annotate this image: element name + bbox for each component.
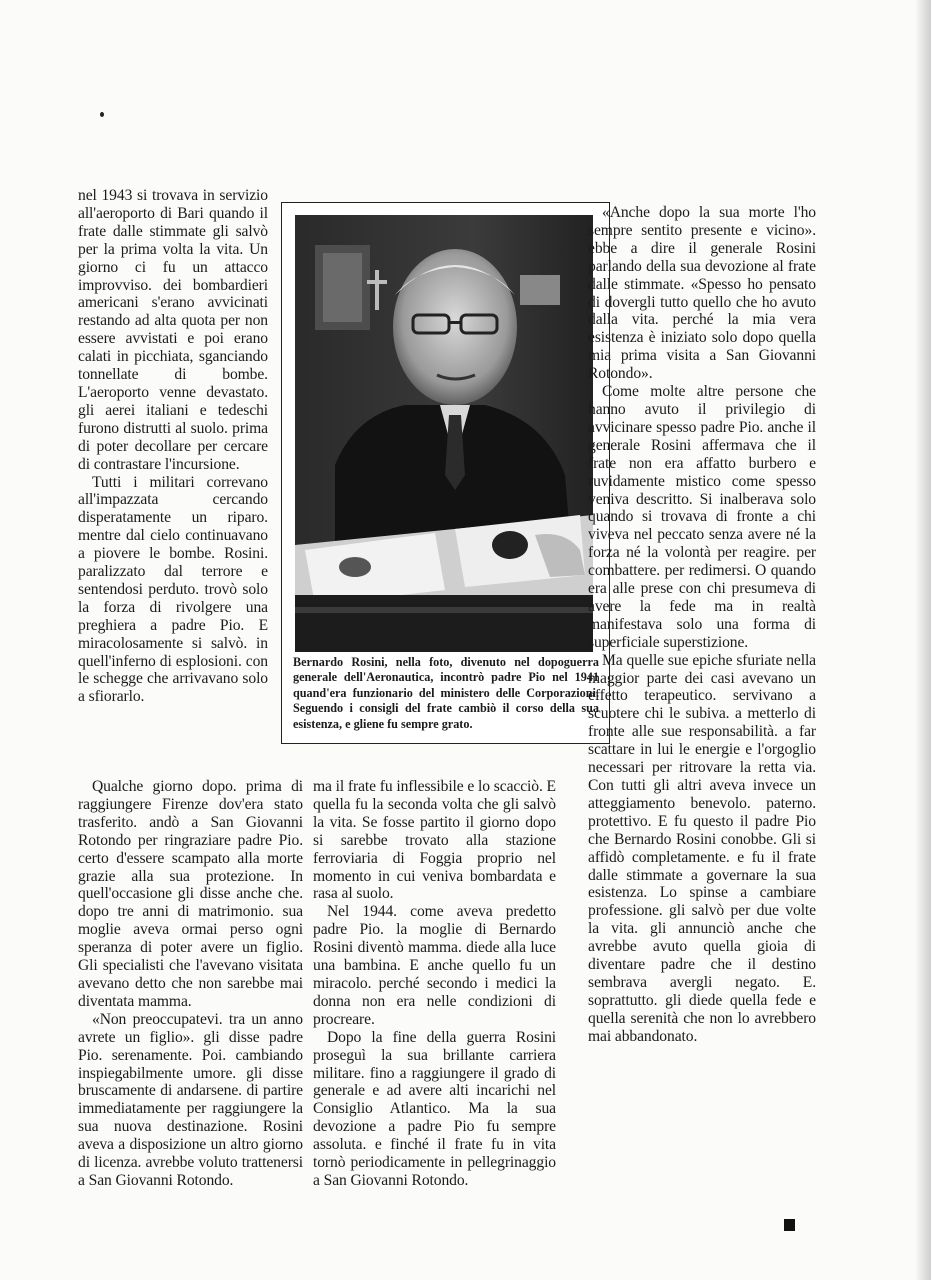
article-column-1-top [78, 187, 268, 706]
scan-edge-shadow [915, 0, 931, 1280]
article-column-1-bottom [78, 778, 303, 1190]
paragraph: Tutti i militari correvano all'impazzata cercando disperatamente un riparo. mentre dal cielo continuavano a piovere le bombe. Rosini. paralizzato dal terrore e sentendosi perduto. trovò solo la forza di rivolgere una preghiera a padre Pio. E miracolosamente si salvò. in quell'inferno di esplosioni. con le schegge che arrivavano solo a sfiorarlo. [78, 473, 268, 706]
article-column-2 [313, 778, 556, 1190]
paragraph: «Non preoccupatevi. tra un anno avrete un figlio». gli disse padre Pio. serenamente. Poi. cambiando inspiegabilmente umore. gli disse bruscamente di andarsene. di partire immediatamente per raggiungere la sua nuova destinazione. Rosini aveva a disposizione un altro giorno di licenza. avrebbe voluto trattenersi a San Giovanni Rotondo. [78, 1010, 303, 1189]
paragraph: Come molte altre persone che hanno avuto il privilegio di avvicinare spesso padre Pio. anche il generale Rosini affermava che il frate non era affatto burbero e ruvidamente mistico come spesso veniva descritto. Si inalberava solo quando si trovava di fronte a chi viveva nel peccato senza avere né la forza né la volontà per reagire. per combattere. per redimersi. O quando era alle prese con chi presumeva di avere la fede ma in realtà manifestava solo una forma di superficiale superstizione. [588, 383, 816, 651]
paragraph: nel 1943 si trovava in servizio all'aeroporto di Bari quando il frate dalle stimmate gli salvò per la prima volta la vita. Un giorno ci fu un attacco improvviso. dei bombardieri americani s'erano avvicinati restando ad alta quota per non essere avvistati e poi erano calati in picchiata, sganciando tonnellate di bombe. L'aeroporto venne devastato. gli aerei italiani e tedeschi furono distrutti al suolo. prima di poter decollare per cercare di contrastare l'incursione. [78, 187, 268, 473]
paragraph: ma il frate fu inflessibile e lo scacciò. E quella fu la seconda volta che gli salvò la vita. Se fosse partito il giorno dopo si sarebbe trovato alla stazione ferroviaria di Foggia proprio nel momento in cui veniva bombardata e rasa al suolo. [313, 778, 556, 903]
paragraph: Qualche giorno dopo. prima di raggiungere Firenze dov'era stato trasferito. andò a San Giovanni Rotondo per ringraziare padre Pio. certo d'essere scampato alla morte grazie alla sua protezione. In quell'occasione gli disse anche che. dopo tre anni di matrimonio. sua moglie aveva ormai perso ogni speranza di poter avere un figlio. Gli specialisti che l'avevano visitata avevano detto che non sarebbe mai diventata mamma. [78, 778, 303, 1010]
paragraph: Ma quelle sue epiche sfuriate nella maggior parte dei casi avevano un effetto terapeutico. servivano a scuotere chi le subiva. a metterlo di fronte alle sue responsabilità. a far scattare in lui le energie e l'orgoglio necessari per ritrovare la retta via. Con tutti gli altri aveva invece un atteggiamento benevolo. paterno. protettivo. E fu questo il padre Pio che Bernardo Rosini conobbe. Gli si affidò completamente. e fu il frate dalle stimmate a governare la sua esistenza. Lo spinse a cambiare professione. gli salvò per due volte la vita. gli annunciò anche che avrebbe avuto quella gioia di diventare padre che il destino sembrava avergli negato. E. soprattutto. gli diede quella fede e quella serenità che non lo avrebbero mai abbandonato. [588, 651, 816, 1045]
scan-speck [100, 112, 104, 117]
portrait-photo [295, 215, 593, 652]
paragraph: «Anche dopo la sua morte l'ho sempre sentito presente e vicino». ebbe a dire il generale Rosini parlando della sua devozione al frate dalle stimmate. «Spesso ho pensato di dovergli tutto quello che ho avuto dalla vita. perché la mia vera esistenza è iniziato solo dopo quella mia prima visita a San Giovanni Rotondo». [588, 204, 816, 383]
end-of-article-square [784, 1219, 795, 1231]
paragraph: Nel 1944. come aveva predetto padre Pio. la moglie di Bernardo Rosini diventò mamma. diede alla luce una bambina. E anche quello fu un miracolo. perché secondo i medici la donna non era nelle condizioni di procreare. [313, 903, 556, 1028]
photo-caption: Bernardo Rosini, nella foto, divenuto nel dopoguerra generale dell'Aeronautica, incontrò padre Pio nel 1941 quand'era funzionario del ministero delle Corporazioni. Seguendo i consigli del frate cambiò il corso della sua esistenza, e gliene fu sempre grato. [293, 655, 599, 731]
paragraph: Dopo la fine della guerra Rosini proseguì la sua brillante carriera militare. fino a raggiungere il grado di generale e ad avere alti incarichi nel Consiglio Atlantico. Ma la sua devozione a padre Pio fu sempre assoluta. e finché il frate fu in vita tornò periodicamente in pellegrinaggio a San Giovanni Rotondo. [313, 1028, 556, 1189]
photo-frame [281, 202, 610, 744]
article-column-3 [588, 204, 816, 1046]
photo-illustration [295, 215, 593, 652]
